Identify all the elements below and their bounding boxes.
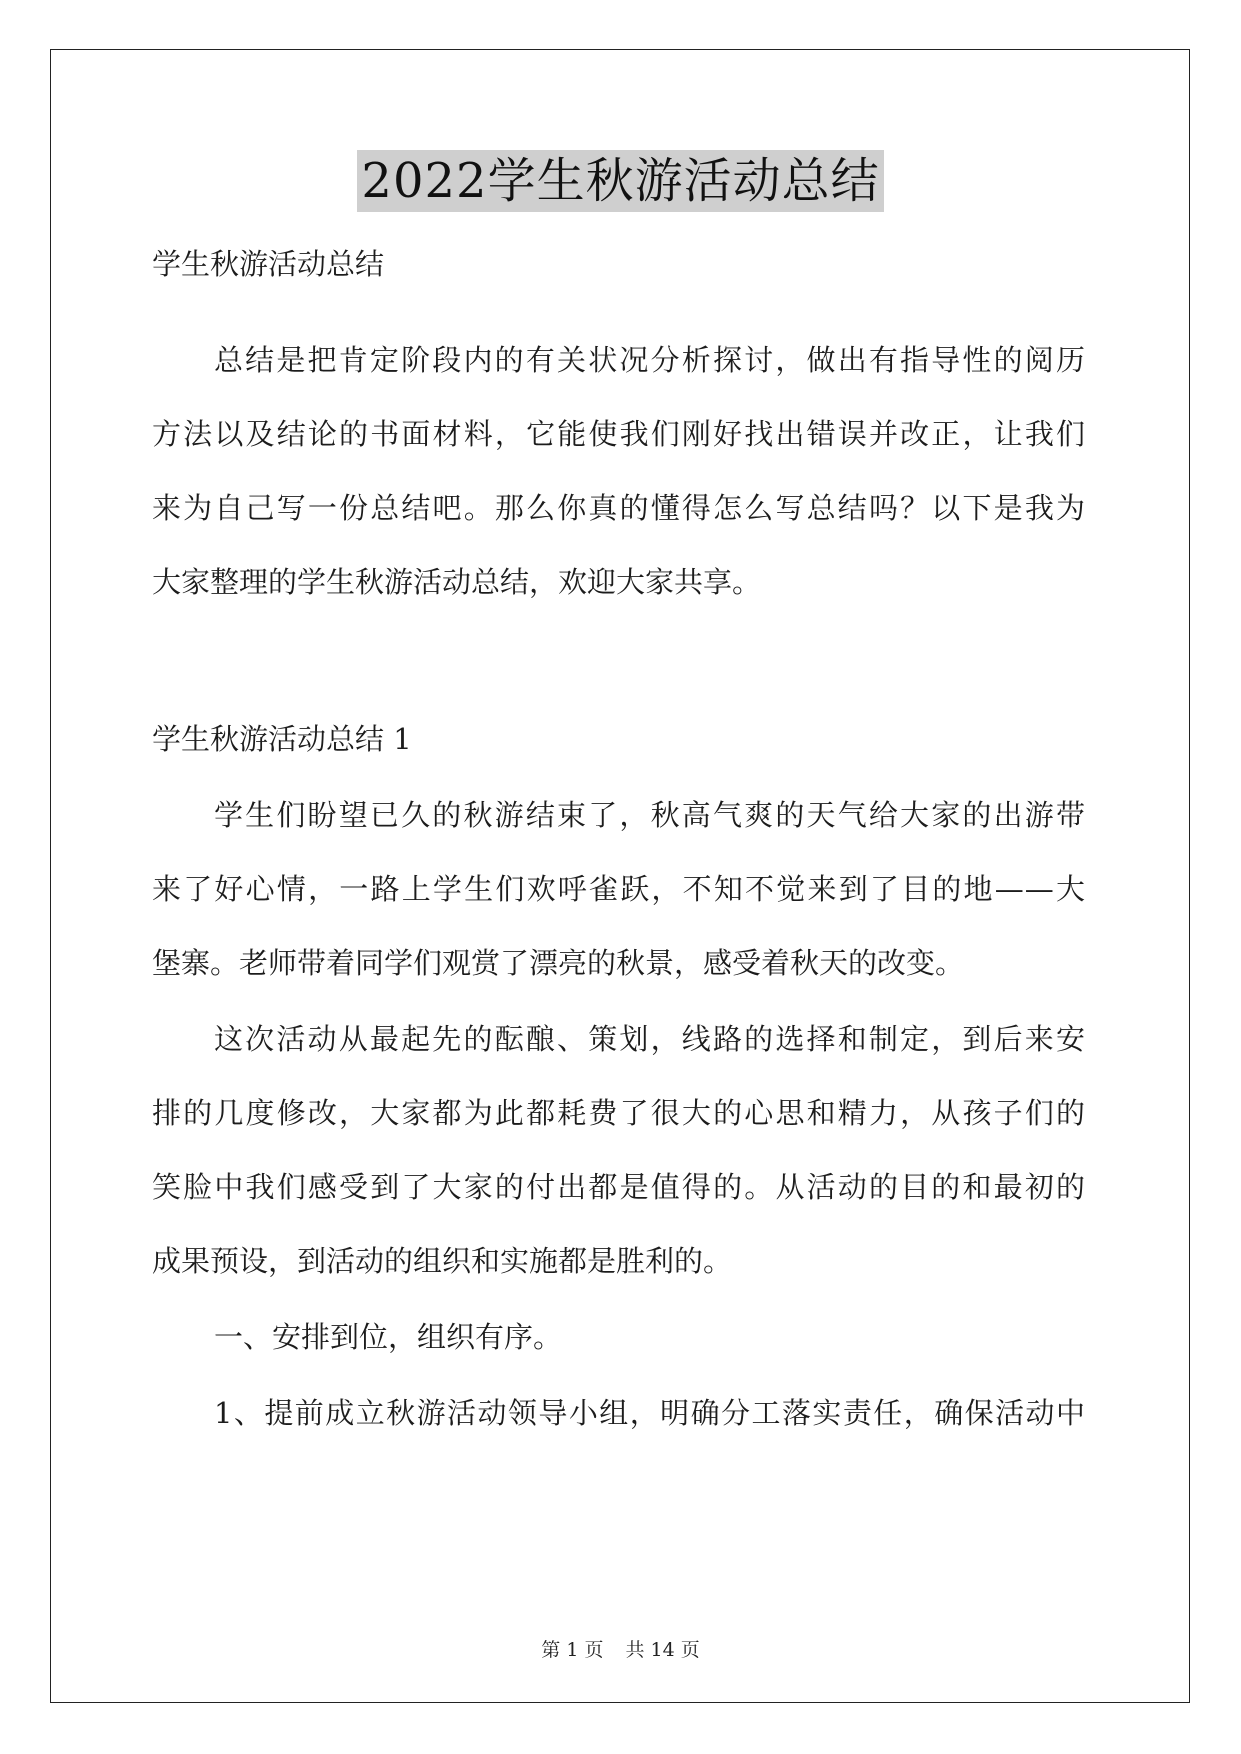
section-heading: 学生秋游活动总结 1	[152, 722, 412, 756]
paragraph-line: 方法以及结论的书面材料，它能使我们刚好找出错误并改正，让我们	[152, 417, 1086, 451]
page-footer	[0, 1635, 1241, 1662]
paragraph-line: 这次活动从最起先的酝酿、策划，线路的选择和制定，到后来安	[214, 1022, 1086, 1056]
paragraph-line: 来为自己写一份总结吧。那么你真的懂得怎么写总结吗？以下是我为	[152, 491, 1086, 525]
list-heading: 一、安排到位，组织有序。	[214, 1320, 563, 1354]
page-total: 共 14 页	[625, 1639, 700, 1661]
list-item: 1、提前成立秋游活动领导小组，明确分工落实责任，确保活动中	[214, 1396, 1086, 1430]
paragraph-line: 成果预设，到活动的组织和实施都是胜利的。	[152, 1244, 733, 1278]
page-number: 第 1 页	[541, 1639, 604, 1661]
paragraph-line: 排的几度修改，大家都为此都耗费了很大的心思和精力，从孩子们的	[152, 1096, 1086, 1130]
paragraph-line: 学生们盼望已久的秋游结束了，秋高气爽的天气给大家的出游带	[214, 798, 1086, 832]
paragraph-line: 来了好心情，一路上学生们欢呼雀跃，不知不觉来到了目的地——大	[152, 872, 1086, 906]
paragraph-line: 总结是把肯定阶段内的有关状况分析探讨，做出有指导性的阅历	[214, 343, 1086, 377]
paragraph-line: 笑脸中我们感受到了大家的付出都是值得的。从活动的目的和最初的	[152, 1170, 1086, 1204]
title-container	[0, 150, 1241, 212]
paragraph-line: 堡寨。老师带着同学们观赏了漂亮的秋景，感受着秋天的改变。	[152, 946, 965, 980]
document-title: 2022学生秋游活动总结	[357, 150, 883, 212]
paragraph-line: 大家整理的学生秋游活动总结，欢迎大家共享。	[152, 565, 762, 599]
subtitle-line: 学生秋游活动总结	[152, 247, 385, 281]
